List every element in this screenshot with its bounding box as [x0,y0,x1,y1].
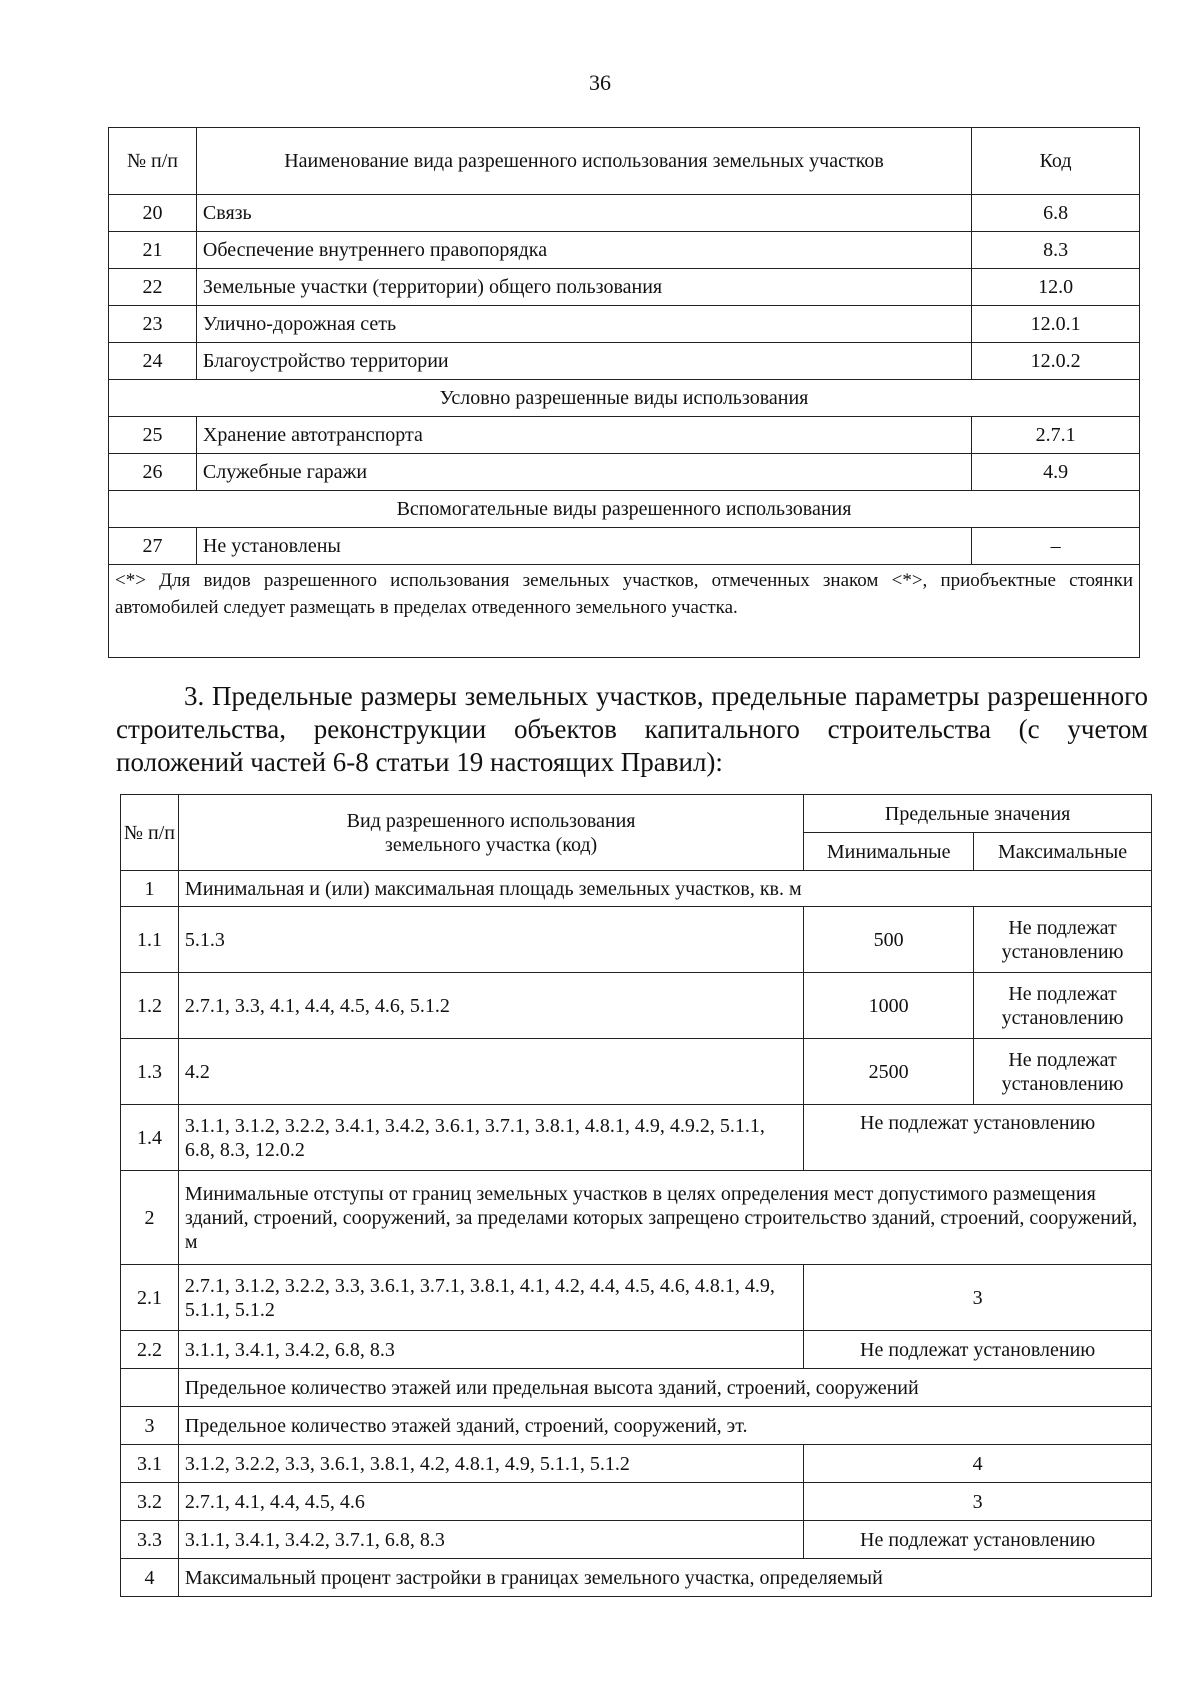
row-value: 3 [804,1483,1152,1521]
table-row [121,1265,1152,1331]
row-max: Не подлежат установлению [974,973,1152,1039]
table-row [121,1171,1152,1265]
table-note: <*> Для видов разрешенного использования земельных участков, отмеченных знаком <*>, приобъектные стоянки автомобилей следует размещать в пределах отведенного земельного участка. [109,565,1140,658]
row-name: Земельные участки (территории) общего пользования [196,269,971,306]
header-code: Код [972,128,1140,195]
row-value: Не подлежат установлению [804,1521,1152,1559]
row-num: 1.2 [121,973,179,1039]
row-max: Не подлежат установлению [974,907,1152,973]
row-num: 4 [121,1559,179,1597]
row-num: 3.3 [121,1521,179,1559]
table-row [109,195,1140,232]
header-max: Максимальные [974,833,1152,871]
row-text: Минимальные отступы от границ земельных участков в целях определения мест допустимого размещения зданий, строений, сооружений, за пределами которых запрещено строительство зданий, строений, сооружений, м [178,1171,1151,1265]
limits-table [120,794,1152,1597]
row-num: 22 [109,269,197,306]
table-row [121,1039,1152,1105]
section-title: Вспомогательные виды разрешенного использования [109,491,1140,528]
row-num: 25 [109,417,197,454]
row-num: 1.1 [121,907,179,973]
row-text: Предельное количество этажей зданий, строений, сооружений, эт. [178,1407,1151,1445]
row-codes: 2.7.1, 3.1.2, 3.2.2, 3.3, 3.6.1, 3.7.1, 3.8.1, 4.1, 4.2, 4.4, 4.5, 4.6, 4.8.1, 4.9, 5.1.1, 5.1.2 [178,1265,803,1331]
row-name: Не установлены [196,528,971,565]
table-note-row [109,565,1140,658]
row-codes: 2.7.1, 3.3, 4.1, 4.4, 4.5, 4.6, 5.1.2 [178,973,803,1039]
row-num: 1.3 [121,1039,179,1105]
row-num: 27 [109,528,197,565]
row-value: 4 [804,1445,1152,1483]
row-codes: 3.1.1, 3.1.2, 3.2.2, 3.4.1, 3.4.2, 3.6.1, 3.7.1, 3.8.1, 4.8.1, 4.9, 4.9.2, 5.1.1, 6.8, 8.3, 12.0.2 [178,1105,803,1171]
row-codes: 5.1.3 [178,907,803,973]
row-num: 3 [121,1407,179,1445]
row-name: Служебные гаражи [196,454,971,491]
permitted-uses-table [108,127,1140,658]
row-num: 21 [109,232,197,269]
row-code: 12.0.2 [972,343,1140,380]
table-row [109,306,1140,343]
row-num [121,1369,179,1407]
row-text: Максимальный процент застройки в границах земельного участка, определяемый [178,1559,1151,1597]
row-num: 2.2 [121,1331,179,1369]
table-row [121,871,1152,907]
table-row [121,1407,1152,1445]
row-name: Хранение автотранспорта [196,417,971,454]
table-row [121,1521,1152,1559]
row-text: Предельное количество этажей или предельная высота зданий, строений, сооружений [178,1369,1151,1407]
row-min: 1000 [804,973,974,1039]
row-min: 2500 [804,1039,974,1105]
table-row [121,1105,1152,1171]
table-row [109,232,1140,269]
row-num: 2.1 [121,1265,179,1331]
header-use-name: Наименование вида разрешенного использования земельных участков [196,128,971,195]
row-num: 3.2 [121,1483,179,1521]
table-row [109,454,1140,491]
row-num: 2 [121,1171,179,1265]
header-use-type: Вид разрешенного использования земельного участка (код) [178,795,803,871]
row-code: 8.3 [972,232,1140,269]
section-title: Условно разрешенные виды использования [109,380,1140,417]
row-codes: 2.7.1, 4.1, 4.4, 4.5, 4.6 [178,1483,803,1521]
row-name: Обеспечение внутреннего правопорядка [196,232,971,269]
page-number: 36 [589,70,611,95]
header-num: № п/п [109,128,197,195]
row-max: Не подлежат установлению [974,1039,1152,1105]
section-row-conditional [109,380,1140,417]
row-value: Не подлежат установлению [804,1105,1152,1171]
row-num: 24 [109,343,197,380]
row-code: 2.7.1 [972,417,1140,454]
table-row [121,907,1152,973]
row-num: 23 [109,306,197,343]
row-code: 12.0 [972,269,1140,306]
row-code: 6.8 [972,195,1140,232]
table-row [109,417,1140,454]
row-num: 20 [109,195,197,232]
row-name: Благоустройство территории [196,343,971,380]
header-min: Минимальные [804,833,974,871]
row-num: 1 [121,871,179,907]
row-num: 26 [109,454,197,491]
table-row [121,1369,1152,1407]
row-codes: 3.1.1, 3.4.1, 3.4.2, 6.8, 8.3 [178,1331,803,1369]
header-limit-values: Предельные значения [804,795,1152,833]
row-name: Улично-дорожная сеть [196,306,971,343]
row-name: Связь [196,195,971,232]
table-header-row [121,795,1152,833]
row-value: Не подлежат установлению [804,1331,1152,1369]
row-codes: 3.1.2, 3.2.2, 3.3, 3.6.1, 3.8.1, 4.2, 4.8.1, 4.9, 5.1.1, 5.1.2 [178,1445,803,1483]
header-num: № п/п [121,795,179,871]
table-row [121,1483,1152,1521]
row-code: 12.0.1 [972,306,1140,343]
row-code: 4.9 [972,454,1140,491]
table-row [109,528,1140,565]
row-num: 1.4 [121,1105,179,1171]
table-header-row [109,128,1140,195]
row-num: 3.1 [121,1445,179,1483]
table-row [121,1559,1152,1597]
row-codes: 4.2 [178,1039,803,1105]
row-min: 500 [804,907,974,973]
table-row [121,1331,1152,1369]
row-codes: 3.1.1, 3.4.1, 3.4.2, 3.7.1, 6.8, 8.3 [178,1521,803,1559]
row-text: Минимальная и (или) максимальная площадь земельных участков, кв. м [178,871,1151,907]
table-row [121,973,1152,1039]
table-row [121,1445,1152,1483]
row-code: – [972,528,1140,565]
section-row-auxiliary [109,491,1140,528]
section-paragraph: 3. Предельные размеры земельных участков, предельные параметры разрешенного строительства, реконструкции объектов капитального строительства (с учетом положений частей 6-8 статьи 19 настоящих Правил): [116,681,1148,777]
table-row [109,269,1140,306]
row-value: 3 [804,1265,1152,1331]
table-row [109,343,1140,380]
